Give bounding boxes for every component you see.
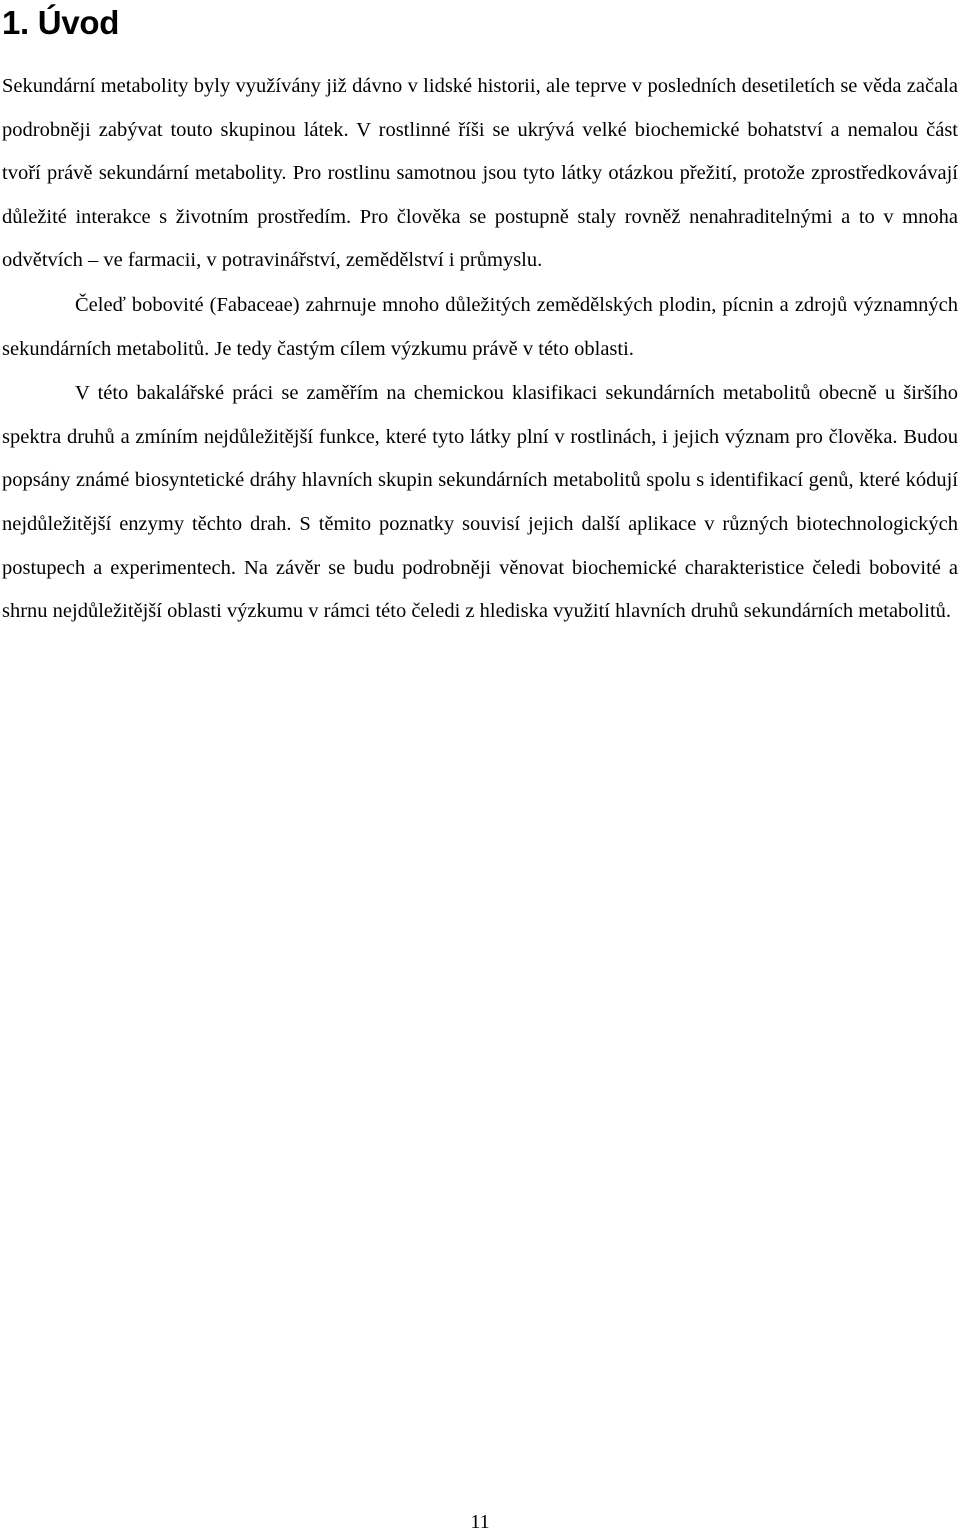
section-heading: 1. Úvod [2, 4, 120, 41]
paragraph-2: Čeleď bobovité (Fabaceae) zahrnuje mnoho důležitých zemědělských plodin, pícnin a zdrojů významných sekundárních metabolitů. Je tedy častým cílem výzkumu právě v této oblasti. [2, 293, 958, 360]
document-body [2, 65, 958, 634]
paragraph-1: Sekundární metabolity byly využívány již dávno v lidské historii, ale teprve v posledních desetiletích se věda začala podrobněji zabývat touto skupinou látek. V rostlinné říši se ukrývá velké biochemické bohatství a nemalou část tvoří právě sekundární metabolity. Pro rostlinu samotnou jsou tyto látky otázkou přežití, protože zprostředkovávají důležité interakce s životním prostředím. Pro člověka se postupně staly rovněž nenahraditelnými a to v mnoha odvětvích – ve farmacii, v potravinářství, zemědělství i průmyslu. [2, 75, 958, 272]
paragraph-3: V této bakalářské práci se zaměřím na chemickou klasifikaci sekundárních metabolitů obecně u širšího spektra druhů a zmíním nejdůležitější funkce, které tyto látky plní v rostlinách, i jejich význam pro člověka. Budou popsány známé biosyntetické dráhy hlavních skupin sekundárních metabolitů spolu s identifikací genů, které kódují nejdůležitější enzymy těchto drah. S těmito poznatky souvisí jejich další aplikace v různých biotechnologických postupech a experimentech. Na závěr se budu podrobněji věnovat biochemické charakteristice čeledi bobovité a shrnu nejdůležitější oblasti výzkumu v rámci této čeledi z hlediska využití hlavních druhů sekundárních metabolitů. [2, 382, 958, 623]
page-number: 11 [470, 1511, 490, 1533]
